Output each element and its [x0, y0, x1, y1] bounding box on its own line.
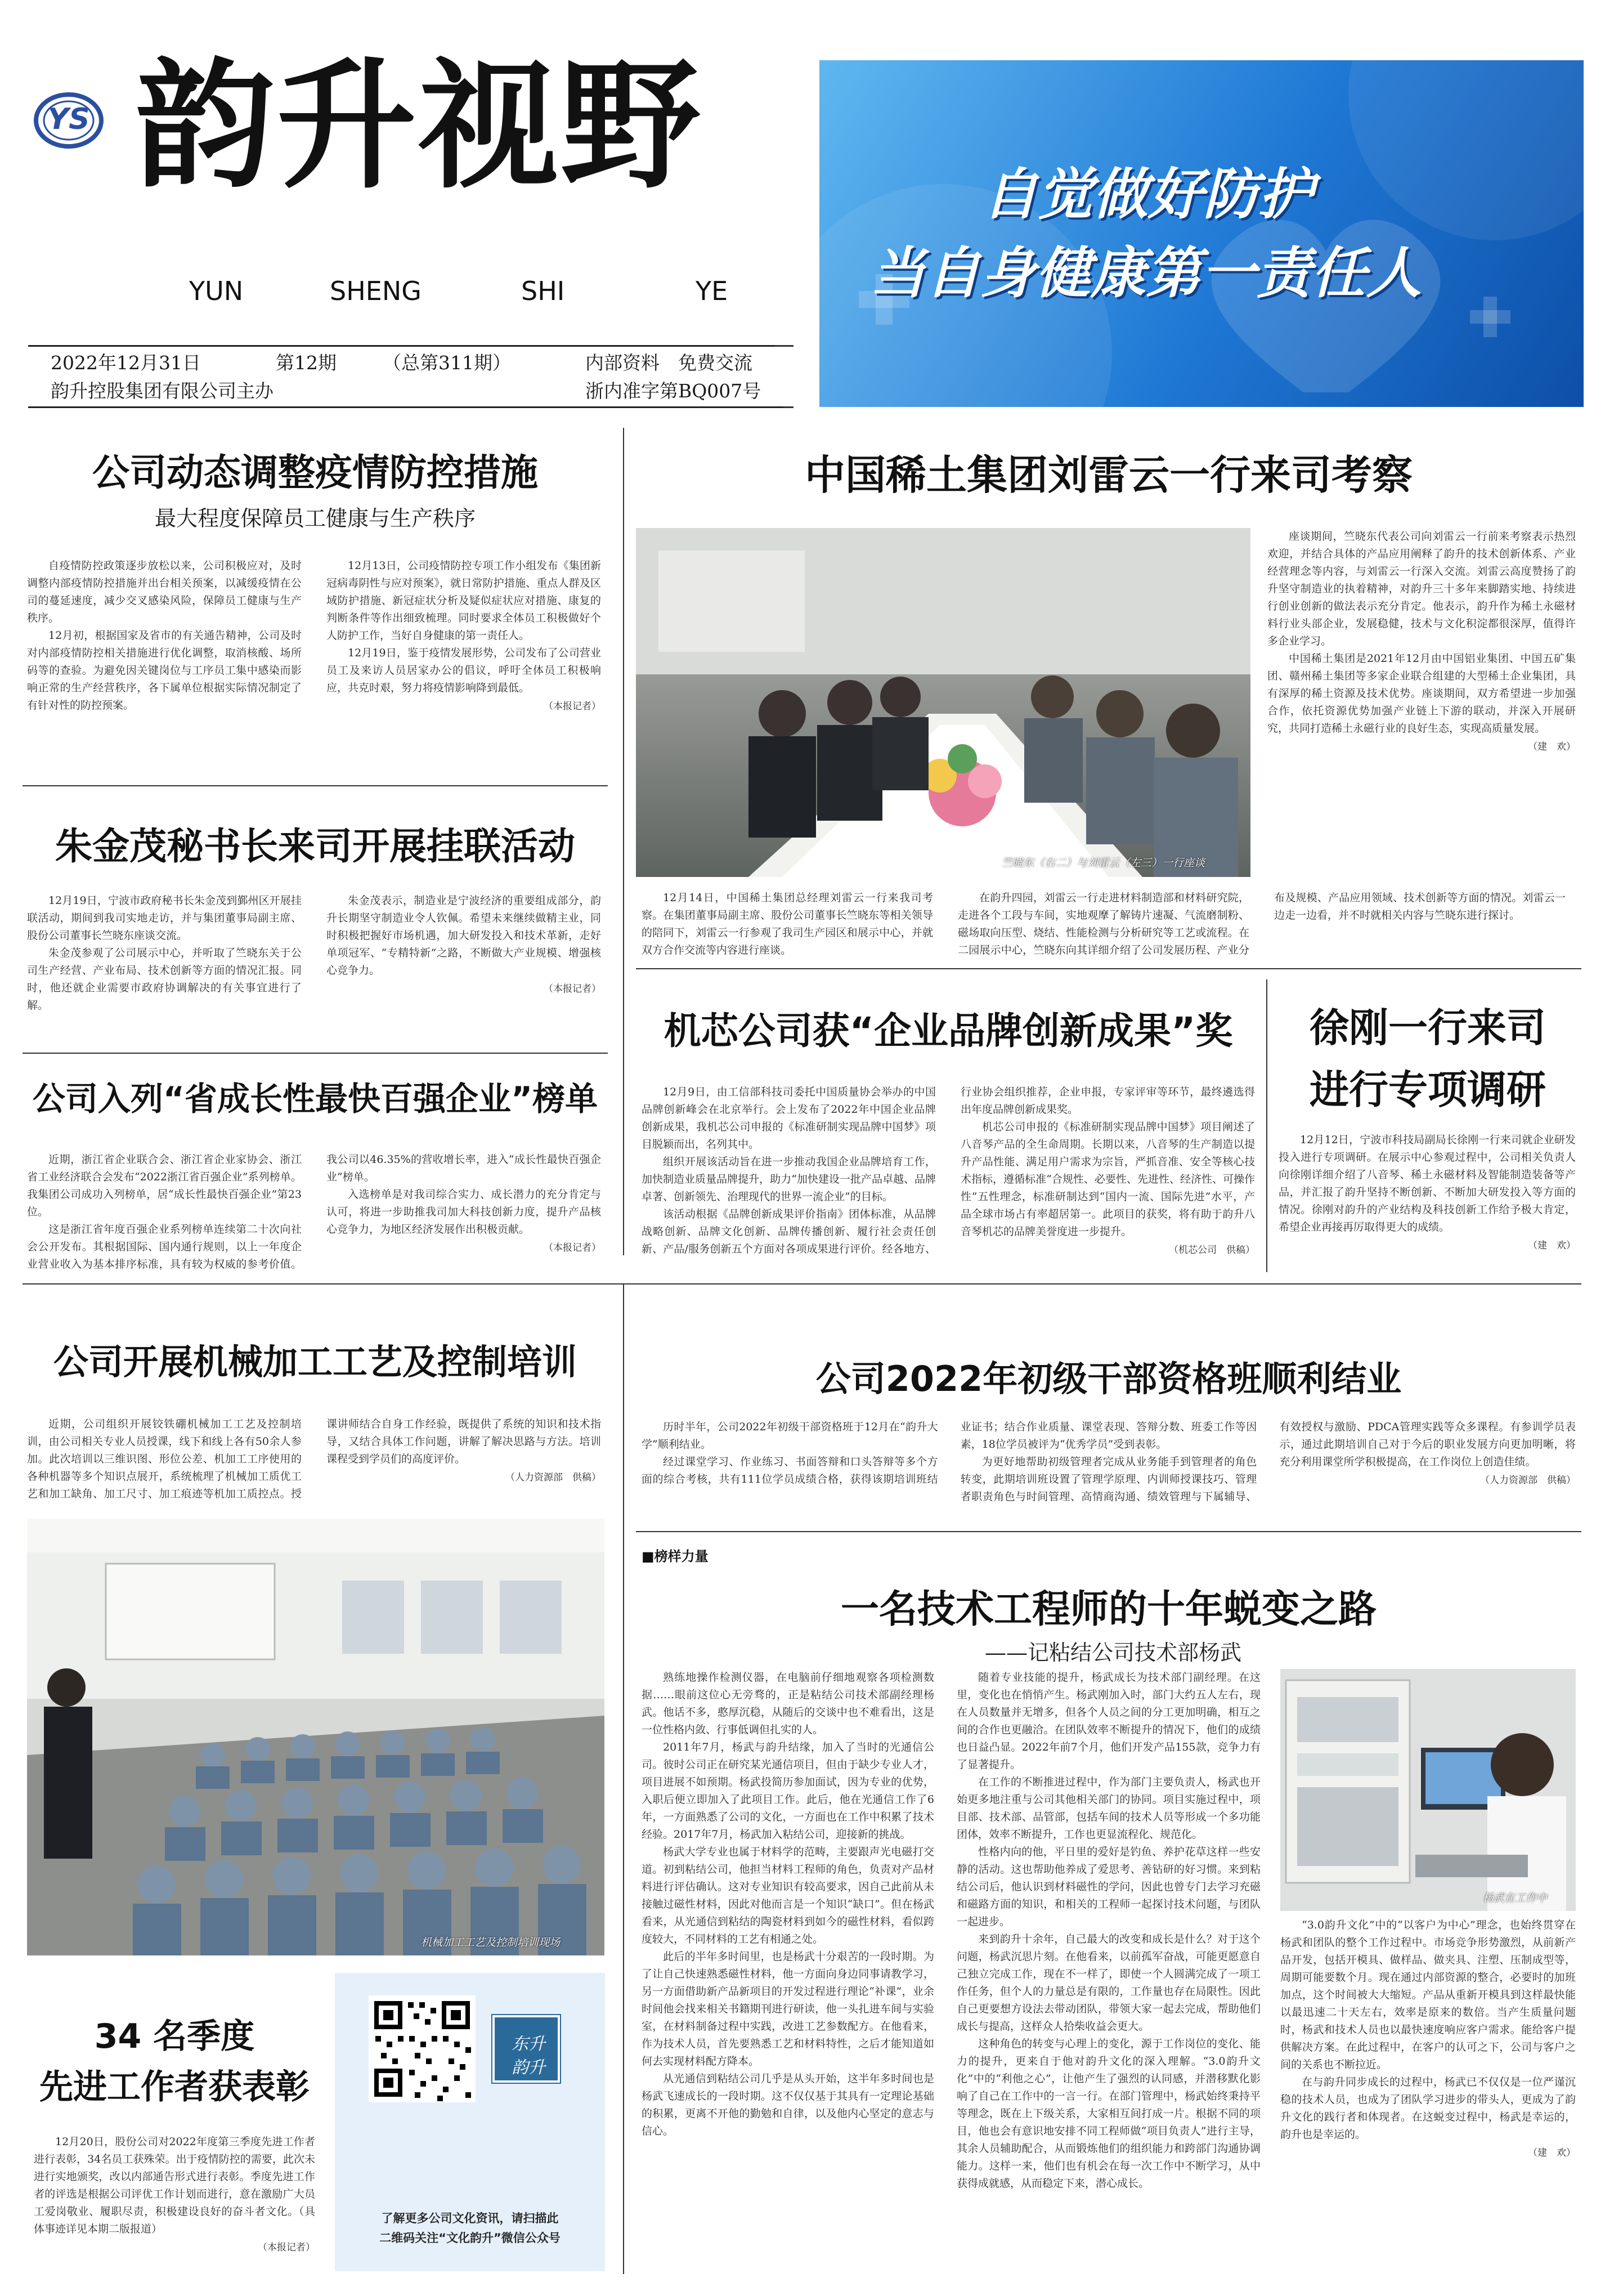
banner-line-2: 当自身健康第一责任人	[870, 241, 1422, 306]
masthead-title: 韵升视野	[135, 46, 702, 208]
a4-paragraph: 这是浙江省年度百强企业系列榜单连续第二十次向社会公开发布。其根据国际、国内通行规则，以上一年度企业营业收入为基本排序标准，具有较为权威的参考价值。我公司以46.35%的营收增长率，进入“成长性最快百强企业”榜单。	[27, 1153, 601, 1270]
a2-paragraph: 在韵升四园，刘雷云一行走进材料制造部和材料研究院，走进各个工段与车间，实地观摩了解铸片速凝、气流磨制粉、磁场取向压型、烧结、性能检测与分析研究等工艺或流程。在二园展示中心，竺晓东向其详细介绍了公司发展历程、产业分布及规模、产品应用领域、技术创新等方面的情况。刘雷云一边走一边看，并不时就相关内容与竺晓东进行探讨。	[958, 892, 1566, 956]
engineer-at-work-image	[1280, 1669, 1576, 1911]
a8-body	[642, 1418, 1576, 1525]
issue-total: （总第311期）	[383, 352, 511, 374]
a3-headline: 朱金茂秘书长来司开展挂联活动	[55, 825, 575, 868]
wechat-badge-line-2: 韵升	[512, 2058, 545, 2078]
logo-text: YS	[47, 102, 90, 136]
a10-headline-line-1: 34 名季度	[94, 2017, 255, 2056]
row-divider	[636, 1531, 1581, 1532]
a10-paragraph: 12月20日，股份公司对2022年度第三季度先进工作者进行表彰，34名员工获殊荣。出于疫情防控的需要，此次未进行实地颁奖，改以内部通告形式进行表彰。季度先进工作者的评选是根据公司评优工作计划而进行，意在激励广大员工爱岗敬业、履职尽责，积极建设良好的奋斗者文化。（具体事迹详见本期二版报道）	[34, 2136, 315, 2235]
a7-paragraph: 近期，公司组织开展铰铁硼机械加工工艺及控制培训，由公司相关专业人员授课，线下和线上各有50余人参加。此次培训以三维识图、形位公差、机加工工序使用的各种机器等多个知识点展开，系统梳理了机械加工质优工艺和加工缺角、加工尺寸、加工痕迹等机加工质控点。授课讲师结合自身工作经验，既提供了系统的知识和技术指导，又结合具体工作问题，讲解了解决思路与方法。培训课程受到学员们的高度评价。	[27, 1418, 601, 1500]
a9-paragraph: 2011年7月，杨武与韵升结缘，加入了当时的光通信公司。彼时公司正在研究某光通信项目，但由于缺少专业人才，项目进展不如预期。杨武投简历参加面试，因为专业的优势，入职后便立即加入了此项目工作。此后，他在光通信工作了6年，一方面熟悉了公司的文化，一方面也在工作中积累了技术经验。2017年7月，杨武加入粘结公司，迎接新的挑战。	[642, 1741, 934, 1841]
a9-paragraph: 在与韵升同步成长的过程中，杨武已不仅仅是一位严谨沉稳的技术人员，也成为了团队学习进步的带头人，更成为了韵升文化的践行者和体现者。在这蜕变过程中，杨武是幸运的，韵升也是幸运的。	[1280, 2076, 1576, 2141]
a3-body	[27, 892, 601, 1044]
a3-paragraph: 朱金茂参观了公司展示中心，并听取了竺晓东关于公司生产经营、产业布局、技术创新等方面的情况汇报。同时，他还就企业需要市政府协调解决的有关事宜进行了解。	[27, 947, 302, 1012]
a1-paragraph: 12月13日，公司疫情防控专项工作小组发布《集团新冠病毒阴性与应对预案》，就日常防护措施、重点人群及区域防护措施、新冠症状分析及疑似症状应对措施、康复的判断条件等作出细致梳理。同时要求全体员工积极做好个人防护工作，当好自身健康的第一责任人。	[326, 560, 601, 642]
a8-headline: 公司2022年初级干部资格班顺利结业	[815, 1358, 1402, 1399]
a9-paragraph: 在工作的不断推进过程中，作为部门主要负责人，杨武也开始更多地注重与公司其他相关部门的协同。项目实施过程中，项目部、技术部、品管部，包括车间的技术人员等形成一个多功能团体，效率不断提升，工作也更显流程化、规范化。	[957, 1776, 1261, 1841]
a6-headline-line-2: 进行专项调研	[1310, 1067, 1546, 1113]
a9-paragraph: 熟练地操作检测仪器，在电脑前仔细地观察各项检测数据……眼前这位心无旁骛的，正是粘结公司技术部副经理杨武。他话不多，憨厚沉稳，从随后的交谈中也不难看出，这是一位性格内敛、行事低调但扎实的人。	[642, 1671, 934, 1736]
a1-signature: （本报记者）	[544, 701, 601, 712]
a9-section-label: ■榜样力量	[642, 1548, 709, 1564]
a1-paragraph: 12月初，根据国家及省市的有关通告精神，公司及时对内部疫情防控相关措施进行优化调整，取消核酸、场所码等的查验。为避免因关键岗位与工序员工集中感染而影响正常的生产经营秩序，各下属单位根据实际情况制定了有针对性的防控预案。	[27, 629, 302, 711]
a5-paragraph: 机芯公司申报的《标准研制实现品牌中国梦》项目阐述了八音琴产品的全生命周期。长期以来，八音琴的生产制造以提升产品性能、满足用户需求为宗旨，严抓音准、安全等核心技术指标，遵循标准“合规性、必要性、先进性、经济性、可操作性”五性理念，标准研制达到“国内一流、国际先进”水平，产品全球市场占有率超居第一。此项目的获奖，将有助于韵升八音琴机芯的品牌美誉度进一步提升。	[961, 1121, 1255, 1238]
row-divider	[636, 968, 1581, 969]
qr-code-icon	[369, 1995, 476, 2102]
a6-paragraph: 12月12日，宁波市科技局副局长徐刚一行来司就企业研发投入进行专项调研。在展示中心参观过程中，公司相关负责人向徐刚详细介绍了八音琴、稀土永磁材料及智能制造装备等产品，并汇报了韵升坚持不断创新、不断加大研发投入等方面的情况。徐刚对韵升的产业结构及科技创新工作给予极大肯定，希望企业再接再厉取得更大的成绩。	[1279, 1134, 1576, 1233]
issue-sponsor: 韵升控股集团有限公司主办	[51, 380, 274, 402]
a9-body-col-1	[642, 1669, 934, 2280]
row-divider	[23, 1053, 608, 1054]
a2-paragraph: 12月14日，中国稀土集团总经理刘雷云一行来我司考察。在集团董事局副主席、股份公司董事长竺晓东等相关领导的陪同下，刘雷云一行参观了我司生产园区和展示中心，并就双方合作交流等内容进行座谈。	[642, 892, 933, 956]
masthead-pinyin	[189, 276, 757, 310]
a7-headline: 公司开展机械加工工艺及控制培训	[53, 1341, 577, 1382]
issue-info-box	[28, 345, 793, 408]
a10-headline-line-2: 先进工作者获表彰	[39, 2067, 310, 2107]
issue-license: 浙内准字第BQ007号	[585, 380, 761, 402]
a2-paragraph: 中国稀土集团是2021年12月由中国铝业集团、中国五矿集团、赣州稀土集团等多家企业联合组建的大型稀土企业集团，具有深厚的稀土资源及技术优势。座谈期间，双方希望进一步加强合作，依托资源优势加强产业链上下游的联动，并深入开展研究，共同打造稀土永磁行业的良好生态，实现高质量发展。	[1267, 652, 1576, 735]
a1-paragraph: 自疫情防控政策逐步放松以来，公司积极应对，及时调整内部疫情防控措施并出台相关预案，以减缓疫情在公司的蔓延速度，减少交叉感染风险，保障员工健康与生产秩序。	[27, 560, 302, 624]
row-divider	[23, 1283, 1581, 1284]
banner-line-1: 自觉做好防护	[983, 163, 1314, 227]
a9-paragraph: 此后的半年多时间里，也是杨武十分艰苦的一段时期。为了让自己快速熟悉磁性材料，他一方面向身边同事请教学习，另一方面借助新产品新项目的开发过程进行理论“补课”，业余时间他会找来相关书籍期刊进行研读，他一头扎进车间与实验室，在材料制备过程中实践，改进工艺参数配方。在他看来，作为技术人员，首先要熟悉工艺和材料特性，之后才能知道如何去实现材料配方降本。	[642, 1950, 934, 2067]
a1-body	[27, 557, 601, 771]
a7-photo	[27, 1519, 604, 1955]
a5-paragraph: 该活动根据《品牌创新成果评价指南》团体标准，从品牌战略创新、品牌文化创新、品牌传播创新、履行社会责任创新、产品/服务创新五个方面对各项成果进行评价。经各地方、行业协会组织推荐，企业申报，专家评审等环节，最终遴选得出年度品牌创新成果奖。	[642, 1086, 1255, 1255]
meeting-room-image	[636, 528, 1250, 877]
a9-headline: 一名技术工程师的十年蜕变之路	[840, 1587, 1377, 1632]
a3-paragraph: 朱金茂表示，制造业是宁波经济的重要组成部分，韵升长期坚守制造业令人钦佩。希望未来继续做精主业，同时积极把握好市场机遇，加大研发投入和技术革新，走好单项冠军、“专精特新”之路，不断做大产业规模、增强核心竞争力。	[326, 894, 601, 977]
a4-paragraph: 入选榜单是对我司综合实力、成长潜力的充分肯定与认可，将进一步助推我司加大科技创新力度，提升产品核心竞争力，为地区经济发展作出积极贡献。	[326, 1188, 601, 1236]
a2-body-right	[1267, 528, 1576, 963]
a8-paragraph: 为更好地帮助初级管理者完成从业务能手到管理者的角色转变，此期培训班设置了管理学原理、内训师授课技巧、管理者职责角色与时间管理、高情商沟通、绩效管理与下属辅导、有效授权与激励、PDCA管理实践等众多课程。有参训学员表示，通过此期培训自己对于今后的职业发展方向更加明晰，将充分利用课堂所学积极提高，在工作岗位上创造佳绩。	[960, 1421, 1576, 1503]
a6-signature: （建 欢）	[1528, 1240, 1576, 1251]
a1-paragraph: 12月19日，鉴于疫情发展形势，公司发布了公司营业员工及来访人员居家办公的倡议，呼吁全体员工积极响应，共克时艰，努力将疫情影响降到最低。	[326, 647, 601, 694]
a4-paragraph: 近期，浙江省企业联合会、浙江省企业家协会、浙江省工业经济联合会发布“2022浙江省百强企业”系列榜单。我集团公司成功入列榜单，居“成长性最快百强企业”第23位。	[27, 1153, 302, 1218]
a5-body	[642, 1084, 1255, 1278]
issue-number: 第12期	[276, 352, 337, 374]
a9-photo-caption: 杨武在工作中	[1483, 1892, 1548, 1904]
a7-signature: （人力资源部 供稿）	[505, 1472, 601, 1483]
qr-promo-text-2: 二维码关注“文化韵升”微信公众号	[379, 2231, 561, 2245]
a6-headline-line-1: 徐刚一行来司	[1310, 1005, 1546, 1051]
a10-signature: （本报记者）	[258, 2242, 315, 2253]
a9-paragraph: 这种角色的转变与心理上的变化，源于工作岗位的变化、能力的提升，更来自于他对韵升文化的深入理解。“3.0韵升文化”中的“利他之心”，让他产生了强烈的认同感，并潜移默化影响了自己在工作中的一言一行。在部门管理中，杨武始终秉持平等理念，既在上下级关系，大家相互间打成一片。根据不同的项目，他也会有意识地安排不同工程师做“项目负责人”进行主导，其余人员辅助配合，从而锻炼他们的组织能力和跨部门沟通协调能力。这样一来，他们也有机会在每一次工作中不断学习，从中获得成就感，从而稳定下来，潜心成长。	[957, 2038, 1261, 2190]
a8-signature: （人力资源部 供稿）	[1480, 1475, 1576, 1486]
a9-paragraph: 性格内向的他，平日里的爱好是钓鱼、养护花草这样一些安静的活动。这也帮助他养成了爱思考、善钻研的好习惯。来到粘结公司后，他认识到材料磁性的学问，因此也曾专门去学习充磁和磁路方面的知识，和相关的工程师一起探讨技术问题，与团队一起进步。	[957, 1846, 1261, 1928]
pinyin-sheng: SHENG	[330, 276, 422, 306]
a9-body-col-3	[1280, 1917, 1576, 2280]
a8-paragraph: 历时半年，公司2022年初级干部资格班于12月在“韵升大学”顺利结业。	[642, 1421, 938, 1451]
training-room-image	[27, 1519, 604, 1955]
a9-subtitle: ——记粘结公司技术部杨武	[985, 1640, 1242, 1665]
qr-code[interactable]	[369, 1995, 476, 2102]
issue-internal: 内部资料 免费交流	[585, 352, 752, 374]
a2-signature: （建 欢）	[1528, 741, 1576, 753]
a5-signature: （机芯公司 供稿）	[1169, 1245, 1255, 1256]
a4-headline: 公司入列“省成长性最快百强企业”榜单	[32, 1080, 598, 1118]
a2-paragraph: 座谈期间，竺晓东代表公司向刘雷云一行前来考察表示热烈欢迎，并结合具体的产品应用阐释了韵升的技术创新体系、产业经营理念等内容，与刘雷云一行深入交流。刘雷云高度赞扬了韵升坚守制造业的执着精神，对韵升三十多年来脚踏实地、持续进行创业创新的做法表示充分肯定。他表示，韵升作为稀土永磁材料行业头部企业，发展稳健，技术与文化积淀都很深厚，值得许多企业学习。	[1267, 530, 1576, 647]
a1-headline: 公司动态调整疫情防控措施	[92, 451, 538, 494]
column-divider	[1266, 979, 1267, 1272]
wechat-badge	[492, 2015, 560, 2083]
a3-signature: （本报记者）	[544, 983, 601, 995]
a10-body	[34, 2133, 315, 2280]
row-divider	[23, 785, 608, 786]
a7-body	[27, 1416, 601, 1511]
qr-promo-box	[335, 1973, 605, 2271]
a5-paragraph: 组织开展该活动旨在进一步推动我国企业品牌培育工作，加快制造业质量品牌提升，助力“加快建设一批产品卓越、品牌卓著、创新领先、治理现代的世界一流企业”的目标。	[642, 1156, 936, 1203]
a2-photo-caption: 竺晓东（右二）与刘雷云（左三）一行座谈	[1002, 857, 1205, 869]
issue-date: 2022年12月31日	[51, 352, 201, 374]
a9-photo	[1280, 1669, 1576, 1911]
pinyin-shi: SHI	[521, 276, 565, 306]
a9-paragraph: 随着专业技能的提升，杨武成长为技术部门副经理。在这里，变化也在悄悄产生。杨武刚加入时，部门大约五人左右，现在人员数量并无增多，但各个人员之间的分工更加明确，相互之间的合作也更融洽。在团队效率不断提升的情况下，他们的成绩也日益凸显。2022年前7个月，他们开发产品155款，竞争力有了显著提升。	[957, 1671, 1261, 1771]
a9-paragraph: 杨武大学专业也属于材料学的范畴，主要跟声光电磁打交道。初到粘结公司，他担当材料工程师的角色，负责对产品材料进行评估确认。这对专业知识有较高要求，因自己此前从未接触过磁性材料，因此对他而言是一个知识“缺口”。但在杨武看来，从光通信到粘结的陶瓷材料到如今的磁性材料，看似跨度较大，不同材料的工艺有相通之处。	[642, 1846, 934, 1945]
a2-headline: 中国稀土集团刘雷云一行来司考察	[804, 451, 1413, 499]
masthead	[23, 23, 799, 417]
a9-paragraph: 来到韵升十余年，自己最大的改变和成长是什么？对于这个问题，杨武沉思片刻。在他看来，以前孤军奋战，可能更愿意自己独立完成工作，现在不一样了，即使一个人圆满完成了一项工作任务，但个人的力量总是有限的，工作量也存在局限性。因此自己更要想方设法去带动团队，带领大家一起去完成，帮助他们成长与提高，这样众人拾柴收益会更大。	[957, 1933, 1261, 2033]
column-divider	[623, 1283, 624, 2274]
a7-photo-caption: 机械加工工艺及控制培训现场	[421, 1936, 561, 1949]
health-banner	[819, 60, 1584, 407]
wechat-badge-line-1: 东升	[512, 2034, 545, 2054]
column-divider	[623, 428, 624, 1255]
a5-paragraph: 12月9日，由工信部科技司委托中国质量协会举办的中国品牌创新峰会在北京举行。会上发布了2022年中国企业品牌创新成果，我机芯公司申报的《标准研制实现品牌中国梦》项目脱颖而出，名列其中。	[642, 1086, 936, 1151]
a8-paragraph: 经过课堂学习、作业练习、书面答辩和口头答辩等多个方面的综合考核，共有111位学员成绩合格，获得该期培训班结业证书；结合作业质量、课堂表现、答辩分数、班委工作等因素，18位学员被评为“优秀学员”受到表彰。	[642, 1421, 1257, 1485]
a9-signature: （建 欢）	[1528, 2147, 1576, 2159]
a9-paragraph: 从光通信到粘结公司几乎是从头开始，这半年多时间也是杨武飞速成长的一段时期。这不仅仅基于其具有一定理论基础的积累，更离不开他的勤勉和自律，以及他内心坚定的意志与信心。	[642, 2073, 934, 2137]
a9-body-col-2	[957, 1669, 1261, 2280]
pinyin-yun: YUN	[189, 276, 244, 306]
a3-paragraph: 12月19日，宁波市政府秘书长朱金茂到鄞州区开展挂联活动，期间到我司实地走访，并与集团董事局副主席、股份公司董事长竺晓东座谈交流。	[27, 894, 302, 942]
a5-headline: 机芯公司获“企业品牌创新成果”奖	[663, 1009, 1233, 1053]
a4-body	[27, 1151, 601, 1278]
a2-photo	[636, 528, 1250, 877]
logo	[33, 90, 105, 151]
a4-signature: （本报记者）	[544, 1242, 601, 1254]
a2-body-left	[642, 889, 1566, 963]
qr-promo-text-1: 了解更多公司文化资讯，请扫描此	[381, 2212, 559, 2225]
a1-subtitle: 最大程度保障员工健康与生产秩序	[154, 506, 476, 531]
pinyin-ye: YE	[696, 276, 728, 306]
a6-body	[1279, 1131, 1576, 1278]
a9-paragraph: “3.0韵升文化”中的“以客户为中心”理念，也始终贯穿在杨武和团队的整个工作过程中。市场竞争形势激烈，从前新产品开发，包括开模具、做样品、做夹具、注塑、压制成型等，周期可能要数个月。现在通过内部资源的整合，必要时的加班加点，这个时间被大大缩短。产品从重新开模具到这样最快能以最迅速二十天左右，效率是原来的数倍。当产生质量问题时，杨武和技术人员也以最快速度响应客户需求。能给客户提供解决方案。在此过程中，在客户的认可之下，公司与客户之间的关系也不断拉近。	[1280, 1919, 1576, 2071]
